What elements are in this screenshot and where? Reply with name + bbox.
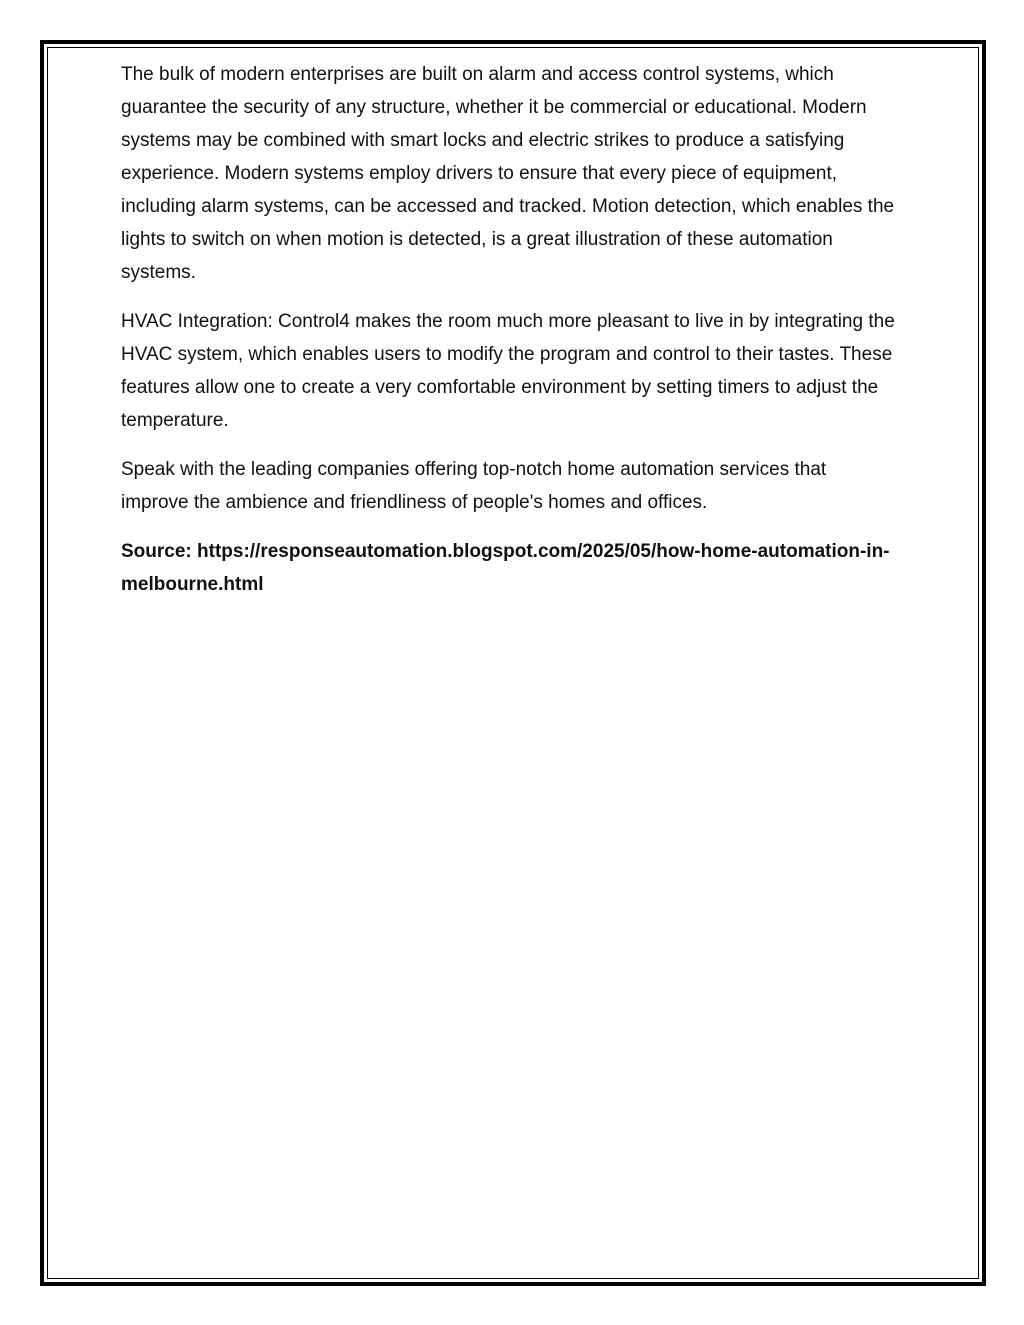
source-citation: Source: https://responseautomation.blogspot.com/2025/05/how-home-automation-in-melbourne.html [121,541,890,595]
document-body [121,58,896,617]
paragraph-call-to-action: Speak with the leading companies offering top-notch home automation services that improve the ambience and friendliness of people's homes and offices. [121,459,827,513]
paragraph-hvac-integration: HVAC Integration: Control4 makes the room much more pleasant to live in by integrating the HVAC system, which enables users to modify the program and control to their tastes. These features allow one to create a very comfortable environment by setting timers to adjust the temperature. [121,311,895,431]
paragraph-access-control: The bulk of modern enterprises are built on alarm and access control systems, which guarantee the security of any structure, whether it be commercial or educational. Modern systems may be combined with smart locks and electric strikes to produce a satisfying experience. Modern systems employ drivers to ensure that every piece of equipment, including alarm systems, can be accessed and tracked. Motion detection, which enables the lights to switch on when motion is detected, is a great illustration of these automation systems. [121,64,895,283]
